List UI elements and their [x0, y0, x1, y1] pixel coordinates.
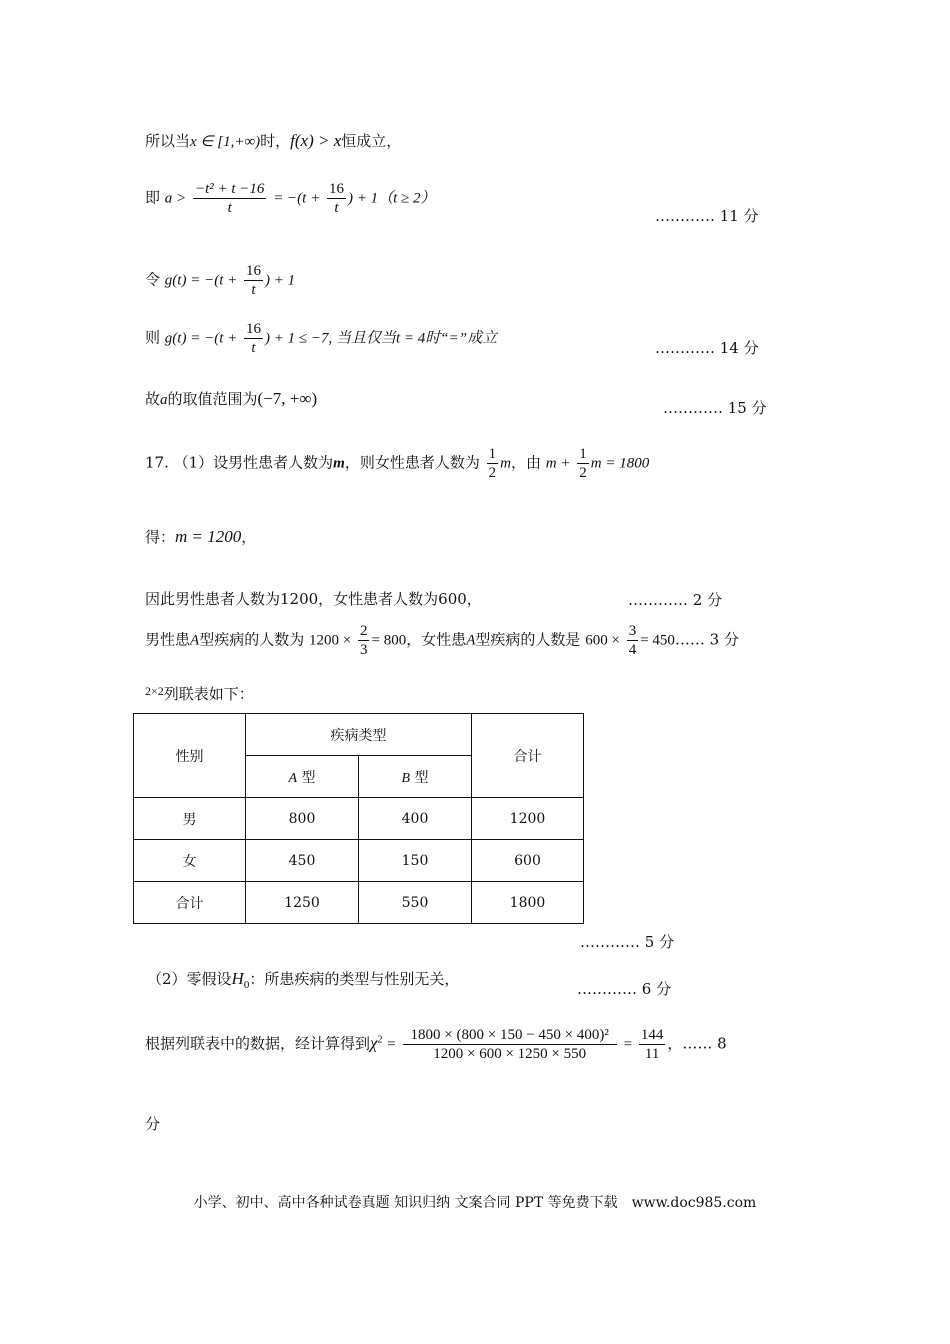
inequality-expr: f(x) > x [290, 131, 342, 150]
header-type-b: B 型 [359, 756, 472, 798]
line-m-value: 得：m = 1200， [145, 527, 257, 546]
line-q17: 17. （1）设男性患者人数为m，则女性患者人数为 $\frac{1}{2}$ m，由 m + $\frac{1}{2}$ m = 1800 [145, 446, 650, 481]
table-row: 合计 1250 550 1800 [134, 882, 584, 924]
header-total: 合计 [472, 714, 584, 798]
fraction-16-t: $\frac{16}{t}$ [329, 181, 344, 216]
line-table-intro: $^{2\times 2}$列联表如下： [145, 684, 254, 703]
contingency-table [133, 713, 584, 924]
line-a-bound: 即 a > $\frac{\text{−t² + t −16}}{t}$ = −(t + $\frac{16}{t}$ ) + 1（t ≥ 2） [145, 181, 436, 216]
line-type-a-counts: 男性患A型疾病的人数为 1200 × $\frac{2}{3}$ = 800，女性患A型疾病的人数是 600 × $\frac{3}{4}$ = 450…… 3 分 [145, 623, 739, 658]
line-domain: 所以当x ∈ [1,+∞)时，f(x) > x恒成立， [145, 131, 402, 150]
line-counts: 因此男性患者人数为1200，女性患者人数为600， [145, 590, 482, 608]
range-expr: (−7, +∞) [257, 389, 318, 408]
header-disease-type: 疾病类型 [246, 714, 472, 756]
score-14: ………… 14 分 [655, 339, 759, 357]
fraction-2-3: $\frac{2}{3}$ [359, 623, 368, 658]
fraction-144-11: $\frac{144}{11}$ [640, 1027, 664, 1062]
score-11: ………… 11 分 [655, 207, 759, 225]
fraction-chi-square: $\frac{\text{1800 × (800 × 150 − 450 × 400)²}}{1200 \times 600 \times 1250 \times 550}$ [403, 1026, 617, 1063]
fraction-16-t: $\frac{16}{t}$ [246, 321, 262, 356]
line-score-8-unit: 分 [145, 1115, 161, 1133]
page-footer: 小学、初中、高中各种试卷真题 知识归纳 文案合同 PPT 等免费下载 www.doc985.com [193, 1195, 757, 1211]
score-2: ………… 2 分 [628, 591, 723, 609]
table-row: 男 800 400 1200 [134, 798, 584, 840]
header-type-a: A 型 [246, 756, 359, 798]
line-null-hypothesis: （2）零假设$H_0$：所患疾病的类型与性别无关， [147, 969, 460, 991]
fraction-3-4: $\frac{3}{4}$ [628, 623, 637, 658]
table-row: 女 450 150 600 [134, 840, 584, 882]
domain-expr: x ∈ [1,+∞) [190, 134, 261, 150]
fraction-16-t: $\frac{16}{t}$ [246, 263, 262, 298]
score-6: ………… 6 分 [577, 980, 672, 998]
header-gender: 性别 [134, 714, 246, 798]
line-range: 故a的取值范围为(−7, +∞) [145, 389, 318, 408]
fraction-half: $\frac{1}{2}$ [579, 446, 587, 481]
fraction-a-bound: $\frac{\text{−t² + t −16}}{t}$ [194, 181, 265, 216]
line-define-g: 令 g(t) = −(t + $\frac{16}{t}$ ) + 1 [145, 263, 296, 298]
line-g-bound: 则 g(t) = −(t + $\frac{16}{t}$ ) + 1 ≤ −7, 当且仅当t = 4时“=”成立 [145, 321, 498, 356]
score-5: ………… 5 分 [580, 933, 675, 951]
fraction-half: $\frac{1}{2}$ [488, 446, 497, 481]
score-15: ………… 15 分 [663, 399, 767, 417]
line-chi-square: 根据列联表中的数据，经计算得到$\chi^2$ = $\frac{\text{1800 × (800 × 150 − 450 × 400)²}}{1200 \times 600 \times 1250 \times 550}$ = $\frac{144}{11}$ ，…… 8 [145, 1027, 727, 1062]
